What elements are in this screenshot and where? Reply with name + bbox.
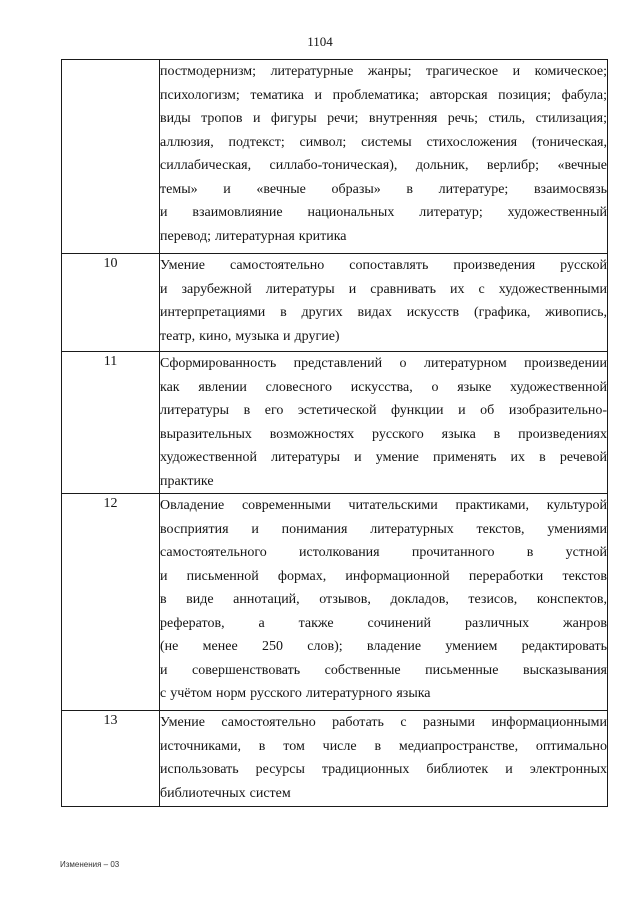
text-line: с учётом норм русского литературного языка bbox=[160, 686, 431, 701]
text-line: постмодернизм; литературные жанры; трагическое и комическое; bbox=[160, 64, 607, 79]
text-line: использовать ресурсы традиционных библиотек и электронных bbox=[160, 762, 607, 777]
text-line: в виде аннотаций, отзывов, докладов, тезисов, конспектов, bbox=[160, 592, 607, 607]
text-line: рефератов, а также сочинений различных жанров bbox=[160, 615, 607, 631]
table-row bbox=[62, 352, 608, 494]
text-line: восприятия и понимания литературных текстов, умениями bbox=[160, 521, 607, 537]
text-line: Умение самостоятельно работать с разными информационными bbox=[160, 715, 607, 730]
footer-revision: Изменения – 03 bbox=[60, 860, 120, 869]
text-line: и взаимовлияние национальных литератур; художественный bbox=[160, 205, 607, 220]
text-line: интерпретациями в других видах искусств (графика, живопись, bbox=[160, 305, 607, 320]
text-line: и совершенствовать собственные письменные высказывания bbox=[160, 662, 607, 678]
text-line: темы» и «вечные образы» в литературе; взаимосвязь bbox=[160, 181, 607, 197]
row-number-cell bbox=[62, 352, 160, 494]
table-row bbox=[62, 60, 608, 254]
row-number: 13 bbox=[103, 713, 118, 728]
text-line: источниками, в том числе в медиапространстве, оптимально bbox=[160, 738, 607, 754]
text-line: и письменной формах, информационной переработки текстов bbox=[160, 568, 607, 584]
text-line: выразительных возможностях русского языка в произведениях bbox=[160, 426, 607, 442]
table-row bbox=[62, 711, 608, 807]
text-line: литературы в его эстетической функции и об изобразительно- bbox=[160, 403, 607, 418]
text-line: аллюзия, подтекст; символ; системы стихосложения (тоническая, bbox=[160, 134, 607, 150]
row-number-cell bbox=[62, 711, 160, 807]
table-row bbox=[62, 254, 608, 352]
text-line: самостоятельного истолкования прочитанного в устной bbox=[160, 545, 607, 560]
requirement-text-cell bbox=[160, 60, 608, 254]
text-line: виды тропов и фигуры речи; внутренняя речь; стиль, стилизация; bbox=[160, 111, 607, 126]
requirements-table bbox=[61, 59, 608, 807]
row-number: 10 bbox=[103, 256, 118, 271]
text-line: Сформированность представлений о литературном произведении bbox=[160, 356, 607, 371]
row-number-cell bbox=[62, 254, 160, 352]
page-number: 1104 bbox=[307, 34, 333, 49]
text-line: (не менее 250 слов); владение умением редактировать bbox=[160, 639, 607, 654]
row-number-cell bbox=[62, 60, 160, 254]
requirement-text-cell bbox=[160, 254, 608, 352]
requirement-text-cell bbox=[160, 711, 608, 807]
text-line: художественной литературы и умение применять их в речевой bbox=[160, 450, 607, 465]
row-number: 12 bbox=[103, 496, 118, 511]
text-line: Овладение современными читательскими практиками, культурой bbox=[160, 498, 607, 513]
text-line: библиотечных систем bbox=[160, 785, 291, 801]
text-line: перевод; литературная критика bbox=[160, 228, 347, 244]
text-line: психологизм; тематика и проблематика; авторская позиция; фабула; bbox=[160, 87, 607, 103]
table-row bbox=[62, 494, 608, 711]
text-line: и зарубежной литературы и сравнивать их с художественными bbox=[160, 281, 607, 297]
row-number-cell bbox=[62, 494, 160, 711]
text-line: театр, кино, музыка и другие) bbox=[160, 328, 340, 344]
table-body bbox=[62, 60, 608, 807]
text-line: как явлении словесного искусства, о языке художественной bbox=[160, 379, 607, 395]
row-number: 11 bbox=[103, 354, 118, 369]
text-line: практике bbox=[160, 473, 214, 489]
requirement-text-cell bbox=[160, 352, 608, 494]
text-line: Умение самостоятельно сопоставлять произведения русской bbox=[160, 258, 607, 273]
text-line: силлабическая, силлабо-тоническая), дольник, верлибр; «вечные bbox=[160, 158, 607, 173]
requirement-text-cell bbox=[160, 494, 608, 711]
